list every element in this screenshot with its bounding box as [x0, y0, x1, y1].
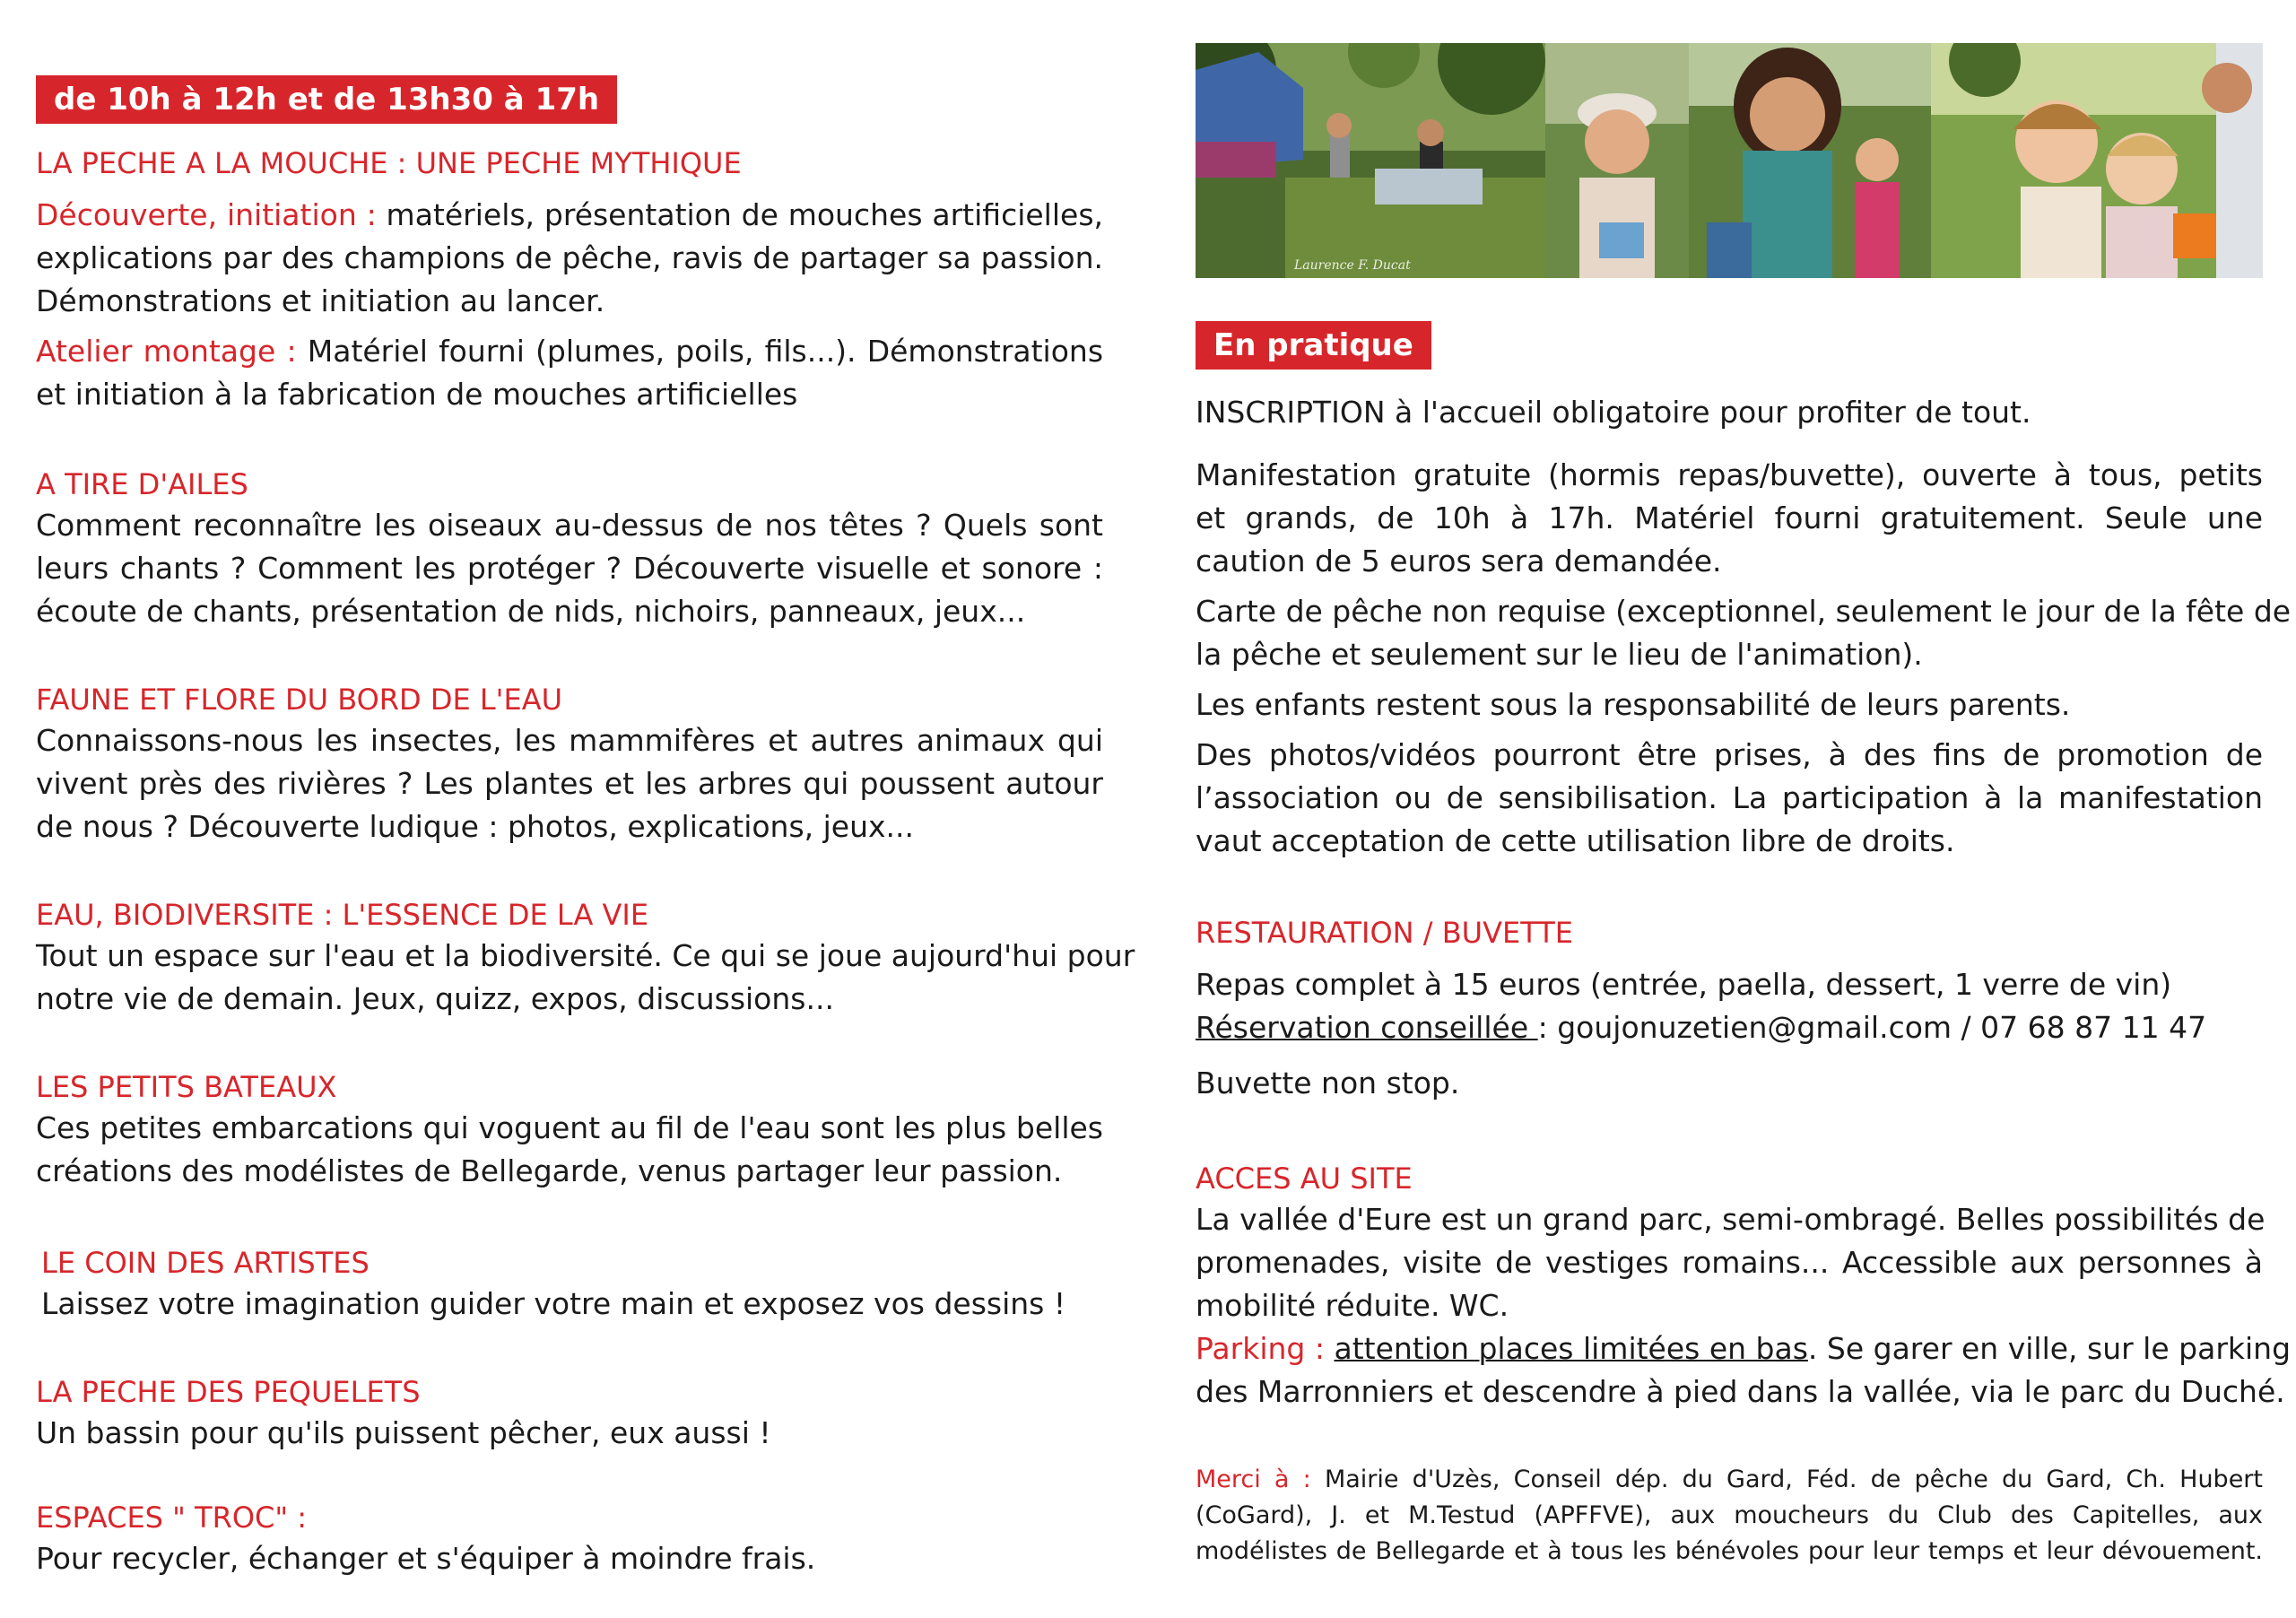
parking-label: Parking :: [1196, 1331, 1325, 1366]
children-responsibility-text: Les enfants restent sous la responsabilité de leurs parents.: [1196, 687, 2071, 722]
section-text: Ces petites embarcations qui voguent au fil de l'eau sont les plus belles créations des modélistes de Bellegarde, venus partager leur passion.: [36, 1110, 1103, 1188]
inscription-text: INSCRIPTION à l'accueil obligatoire pour profiter de tout.: [1196, 395, 2031, 430]
right-column: [1196, 0, 2292, 1618]
section-text: Tout un espace sur l'eau et la biodiversité. Ce qui se joue aujourd'hui pour notre vie de demain. Jeux, quizz, expos, discussions...: [36, 938, 1135, 1016]
paragraph-label: Découverte, initiation :: [36, 197, 377, 232]
section-water-biodiversity: [36, 895, 1135, 1021]
bar-text: Buvette non stop.: [1196, 1066, 1460, 1100]
section-title: LA PECHE A LA MOUCHE : UNE PECHE MYTHIQUE: [36, 146, 742, 180]
section-birds: [36, 465, 1103, 633]
parking-warning: attention places limitées en bas: [1334, 1331, 1808, 1366]
section-small-boats: [36, 1067, 1103, 1193]
section-kids-fishing: [36, 1372, 1103, 1455]
section-artists-corner: [41, 1243, 1103, 1326]
fishing-licence-text: Carte de pêche non requise (exceptionnel, seulement le jour de la fête de la pêche et seulement sur le lieu de l'animation).: [1196, 594, 2292, 672]
left-column: [36, 0, 1135, 1618]
section-title: RESTAURATION / BUVETTE: [1196, 916, 1573, 950]
section-title: LES PETITS BATEAUX: [36, 1070, 337, 1104]
booking-line: Réservation conseillée : goujonuzetien@gmail.com / 07 68 87 11 47: [1196, 1010, 2207, 1045]
section-title: ACCES AU SITE: [1196, 1161, 1413, 1196]
section-text: Connaissons-nous les insectes, les mammifères et autres animaux qui vivent près des rivières ? Les plantes et les arbres qui poussent autour de nous ? Découverte ludique : photos, explications, jeux...: [36, 723, 1103, 844]
paragraph-label: Atelier montage :: [36, 334, 297, 369]
section-fauna-flora: [36, 680, 1103, 848]
catering-section: [1196, 913, 2263, 1105]
photo-watermark: Laurence F. Ducat: [1294, 258, 1411, 273]
section-title: EAU, BIODIVERSITE : L'ESSENCE DE LA VIE: [36, 898, 649, 932]
free-event-text: Manifestation gratuite (hormis repas/buvette), ouverte à tous, petits et grands, de 10h à 17h. Matériel fourni gratuitement. Seule une caution de 5 euros sera demandée.: [1196, 457, 2263, 578]
section-swap-area: [36, 1498, 1103, 1580]
thanks-text: Merci à : Mairie d'Uzès, Conseil dép. du Gard, Féd. de pêche du Gard, Ch. Hubert (CoGard), J. et M.Testud (APFFVE), aux moucheurs du Club des Capitelles, aux modélistes de Bellegarde et à tous les bénévoles pour leur temps et leur dévouement.: [1196, 1466, 2263, 1565]
section-paragraph-discovery: Découverte, initiation : matériels, présentation de mouches artificielles, explications par des champions de pêche, ravis de partager sa passion. Démonstrations et initiation au lancer.: [36, 197, 1103, 318]
section-title: LE COIN DES ARTISTES: [41, 1246, 370, 1280]
section-text: Laissez votre imagination guider votre main et exposez vos dessins !: [41, 1286, 1066, 1321]
meal-text: Repas complet à 15 euros (entrée, paella, dessert, 1 verre de vin): [1196, 967, 2172, 1002]
thanks-label: Merci à :: [1196, 1466, 1311, 1493]
booking-contact: goujonuzetien@gmail.com / 07 68 87 11 47: [1547, 1010, 2207, 1045]
parking-line: Parking : attention places limitées en bas. Se garer en ville, sur le parking: [1196, 1331, 2292, 1366]
section-paragraph-workshop: Atelier montage : Matériel fourni (plumes, poils, fils...). Démonstrations et initiation à la fabrication de mouches artificielles: [36, 334, 1104, 412]
booking-label: Réservation conseillée: [1196, 1010, 1538, 1045]
practical-banner: En pratique: [1196, 321, 1431, 370]
practical-info: [1196, 391, 2292, 863]
section-title: ESPACES " TROC" :: [36, 1501, 308, 1535]
section-title: FAUNE ET FLORE DU BORD DE L'EAU: [36, 683, 562, 717]
section-text: Pour recycler, échanger et s'équiper à moindre frais.: [36, 1541, 816, 1576]
thanks-section: [1196, 1462, 2263, 1570]
section-text: Un bassin pour qu'ils puissent pêcher, eux aussi !: [36, 1415, 771, 1450]
access-text: La vallée d'Eure est un grand parc, semi-ombragé. Belles possibilités de promenades, visite de vestiges romains... Accessible aux personnes à mobilité réduite. WC. Parking : attention places limitées en bas. Se garer en ville, sur le parking des Marronniers et descendre à pied dans la vallée, via le parc du Duché.: [1196, 1202, 2292, 1409]
section-text: Comment reconnaître les oiseaux au-dessus de nos têtes ? Quels sont leurs chants ? Comment les protéger ? Découverte visuelle et sonore : écoute de chants, présentation de nids, nichoirs, panneaux, jeux...: [36, 508, 1103, 629]
section-fly-fishing: [36, 144, 1103, 416]
section-title: LA PECHE DES PEQUELETS: [36, 1375, 421, 1409]
section-title: A TIRE D'AILES: [36, 467, 248, 501]
access-section: [1196, 1159, 2292, 1414]
schedule-banner: de 10h à 12h et de 13h30 à 17h: [36, 75, 617, 124]
photo-consent-text: Des photos/vidéos pourront être prises, à des fins de promotion de l’association ou de sensibilisation. La participation à la manifestation vaut acceptation de cette utilisation libre de droits.: [1196, 737, 2263, 858]
